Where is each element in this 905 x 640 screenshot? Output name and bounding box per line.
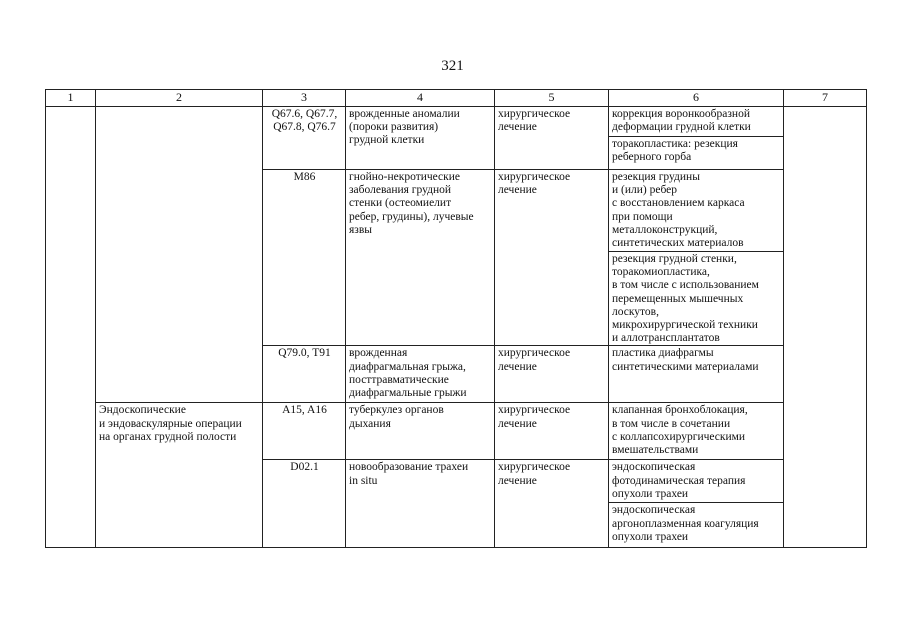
code-cell: M86 <box>263 170 346 346</box>
col1-cell <box>46 107 96 548</box>
group-name-cell: Эндоскопические и эндоваскулярные операции на органах грудной полости <box>96 403 263 548</box>
diagnosis-cell: туберкулез органов дыхания <box>346 403 495 460</box>
method-cell: резекция грудины и (или) ребер с восстановлением каркаса при помощи металлоконструкций, синтетических материалов <box>609 170 784 252</box>
method-cell: эндоскопическая аргоноплазменная коагуляция опухоли трахеи <box>609 503 784 548</box>
diagnosis-cell: врожденная диафрагмальная грыжа, посттравматические диафрагмальные грыжи <box>346 346 495 403</box>
diagnosis-cell: гнойно-некротические заболевания грудной стенки (остеомиелит ребер, грудины), лучевые язвы <box>346 170 495 346</box>
header-cell: 1 <box>46 90 96 107</box>
group-name-cell <box>96 107 263 403</box>
treatment-cell: хирургическое лечение <box>495 107 609 170</box>
code-cell: Q79.0, T91 <box>263 346 346 403</box>
header-cell: 2 <box>96 90 263 107</box>
col7-cell <box>784 107 867 548</box>
header-cell: 4 <box>346 90 495 107</box>
diagnosis-cell: новообразование трахеи in situ <box>346 460 495 548</box>
method-cell: клапанная бронхоблокация, в том числе в сочетании с коллапсохирургическими вмешательствами <box>609 403 784 460</box>
treatment-cell: хирургическое лечение <box>495 403 609 460</box>
header-cell: 5 <box>495 90 609 107</box>
diagnosis-cell: врожденные аномалии (пороки развития) грудной клетки <box>346 107 495 170</box>
header-cell: 3 <box>263 90 346 107</box>
header-cell: 6 <box>609 90 784 107</box>
method-cell: эндоскопическая фотодинамическая терапия опухоли трахеи <box>609 460 784 503</box>
code-cell: D02.1 <box>263 460 346 548</box>
treatment-cell: хирургическое лечение <box>495 170 609 346</box>
table-row <box>46 107 867 137</box>
method-cell: пластика диафрагмы синтетическими материалами <box>609 346 784 403</box>
treatment-cell: хирургическое лечение <box>495 346 609 403</box>
method-cell: резекция грудной стенки, торакомиопластика, в том числе с использованием перемещенных мышечных лоскутов, микрохирургической техники и аллотрансплантатов <box>609 252 784 346</box>
treatment-cell: хирургическое лечение <box>495 460 609 548</box>
method-cell: торакопластика: резекция реберного горба <box>609 137 784 170</box>
code-cell: A15, A16 <box>263 403 346 460</box>
header-cell: 7 <box>784 90 867 107</box>
table-row <box>46 403 867 460</box>
method-cell: коррекция воронкообразной деформации грудной клетки <box>609 107 784 137</box>
page-number: 321 <box>441 58 464 74</box>
procedures-table <box>45 89 867 548</box>
code-cell: Q67.6, Q67.7, Q67.8, Q76.7 <box>263 107 346 170</box>
header-row <box>46 90 867 107</box>
